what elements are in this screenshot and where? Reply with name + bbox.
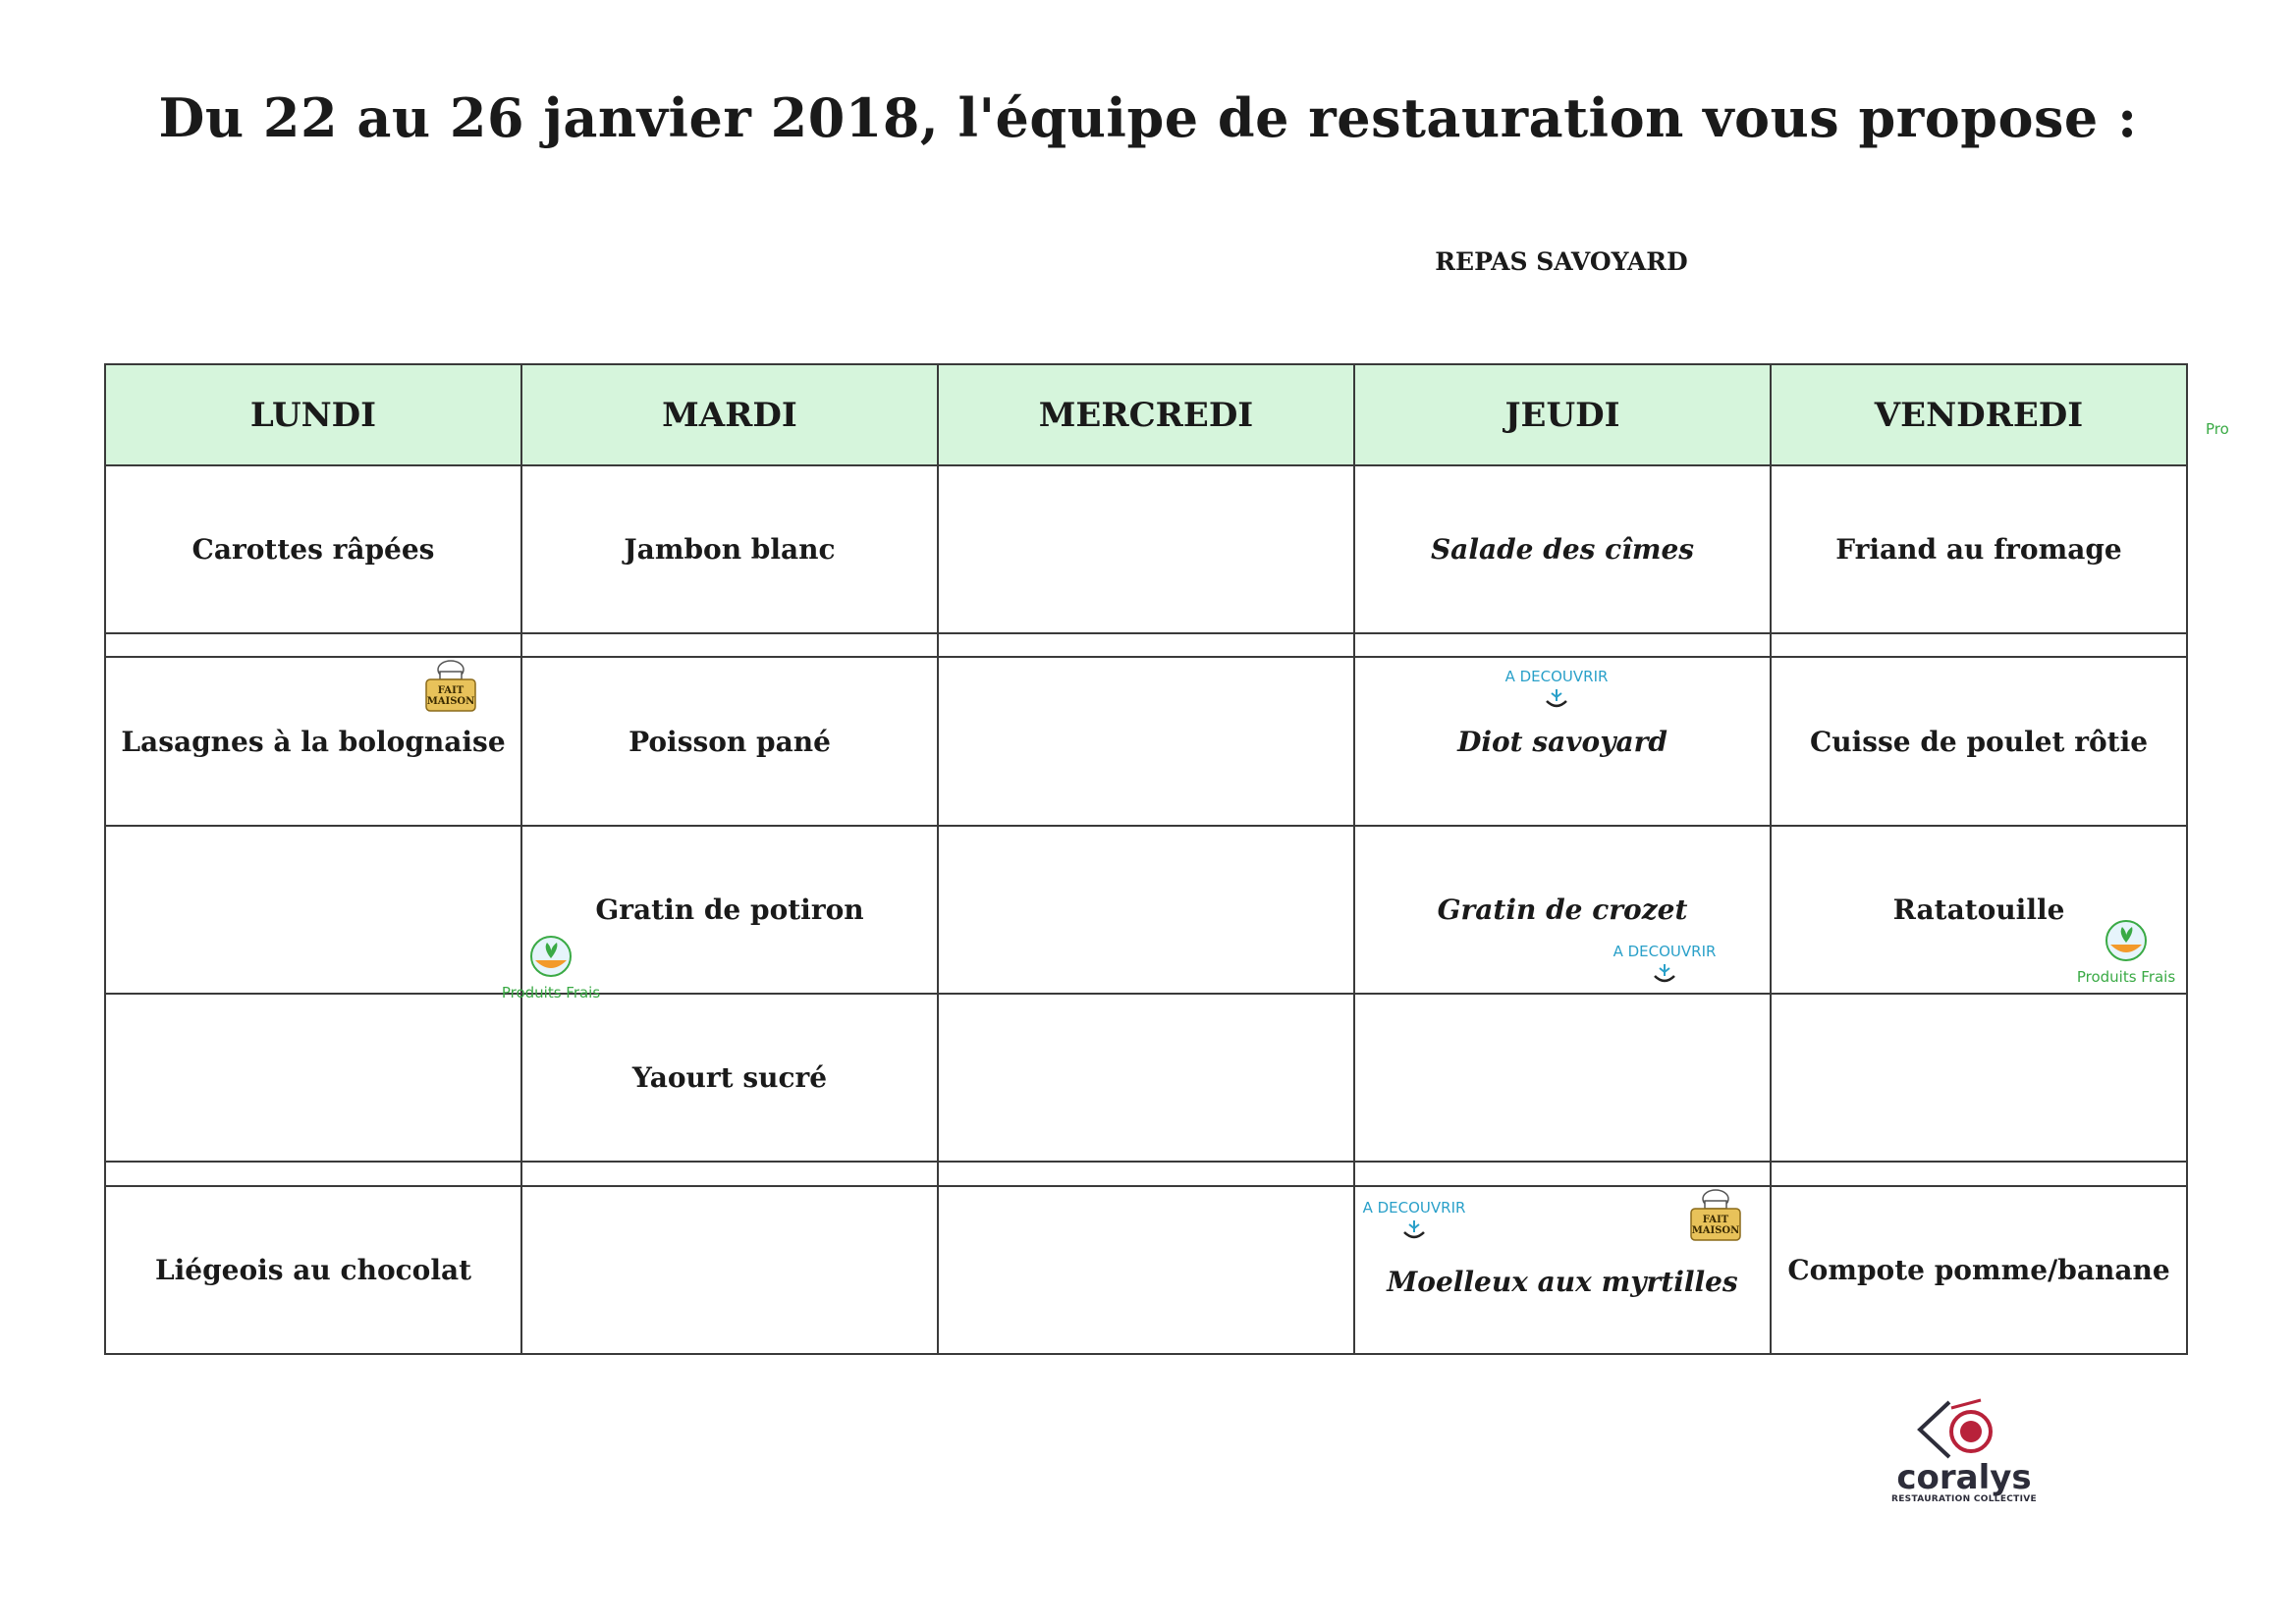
menu-cell <box>105 994 521 1162</box>
menu-row-separator <box>105 633 2187 657</box>
menu-cell <box>938 657 1354 825</box>
menu-cell-with-badge <box>105 657 521 825</box>
menu-cell: Yaourt sucré <box>521 994 938 1162</box>
logo-wordmark: coralys <box>1896 1458 2032 1497</box>
menu-cell <box>938 465 1354 633</box>
menu-cell: Salade des cîmes <box>1354 465 1771 633</box>
menu-row-separator <box>105 1162 2187 1185</box>
weekly-menu-table <box>104 363 2188 1355</box>
dish-label: Moelleux aux myrtilles <box>1387 1265 1738 1298</box>
badge-text: Produits Frais <box>501 983 601 1001</box>
menu-cell <box>1771 994 2187 1162</box>
menu-row-entree <box>105 465 2187 633</box>
logo-tagline: RESTAURATION COLLECTIVE <box>1891 1494 2037 1504</box>
menu-cell-with-badge <box>501 826 938 1001</box>
fait-maison-badge-icon <box>1687 1189 1744 1244</box>
fresh-produce-icon <box>529 935 573 978</box>
menu-cell <box>938 1186 1354 1354</box>
menu-cell: Poisson pané <box>521 657 938 825</box>
coralys-logo <box>1890 1394 2038 1522</box>
badge-text: FAIT <box>437 685 465 697</box>
dish-label: Gratin de potiron <box>595 893 864 926</box>
separator-cell <box>105 633 521 657</box>
menu-row-plat <box>105 657 2187 825</box>
badge-text: MAISON <box>426 696 475 708</box>
separator-cell <box>1354 1162 1771 1185</box>
menu-cell <box>1354 994 1771 1162</box>
separator-cell <box>1771 633 2187 657</box>
badge-text: A DECOUVRIR <box>1362 1198 1466 1217</box>
menu-row-laitage <box>105 994 2187 1162</box>
separator-cell <box>521 633 938 657</box>
side-note-fragment: Pro <box>2206 420 2229 438</box>
day-header-friday: VENDREDI <box>1771 364 2187 465</box>
dish-label: Diot savoyard <box>1457 725 1667 758</box>
menu-cell <box>105 826 521 994</box>
day-header-thursday: JEUDI <box>1354 364 1771 465</box>
separator-cell <box>938 1162 1354 1185</box>
menu-cell: Friand au fromage <box>1771 465 2187 633</box>
day-header-tuesday: MARDI <box>521 364 938 465</box>
separator-cell <box>521 1162 938 1185</box>
a-decouvrir-badge <box>1498 668 1615 713</box>
badge-text: MAISON <box>1691 1224 1740 1236</box>
dish-label: Lasagnes à la bolognaise <box>121 725 506 758</box>
event-subtitle: REPAS SAVOYARD <box>1435 247 1688 276</box>
separator-cell <box>105 1162 521 1185</box>
menu-cell: Jambon blanc <box>521 465 938 633</box>
discover-icon <box>1399 1217 1429 1242</box>
menu-cell: Liégeois au chocolat <box>105 1186 521 1354</box>
menu-cell-with-badge <box>1771 826 2187 994</box>
produits-frais-badge <box>2072 919 2180 986</box>
badge-text: A DECOUVRIR <box>1504 668 1609 686</box>
menu-cell: Compote pomme/banane <box>1771 1186 2187 1354</box>
discover-icon <box>1650 960 1679 986</box>
menu-cell <box>521 1186 938 1354</box>
day-header-wednesday: MERCREDI <box>938 364 1354 465</box>
dish-label: Ratatouille <box>1892 893 2065 926</box>
discover-icon <box>1542 685 1571 711</box>
badge-text: Produits Frais <box>2076 967 2176 986</box>
menu-row-dessert <box>105 1186 2187 1354</box>
separator-cell <box>1354 633 1771 657</box>
menu-cell: Cuisse de poulet rôtie <box>1771 657 2187 825</box>
badge-text: FAIT <box>1702 1214 1729 1225</box>
produits-frais-badge <box>497 935 605 1001</box>
menu-cell <box>938 826 1354 994</box>
dish-label: Gratin de crozet <box>1437 893 1688 926</box>
menu-cell-with-badge <box>1354 1186 1771 1354</box>
coralys-logo-icon <box>1890 1394 2038 1463</box>
menu-cell-with-badge <box>1354 826 1771 994</box>
separator-cell <box>938 633 1354 657</box>
page-title: Du 22 au 26 janvier 2018, l'équipe de restauration vous propose : <box>158 86 2138 149</box>
a-decouvrir-badge <box>1606 943 1723 988</box>
a-decouvrir-badge <box>1355 1199 1473 1244</box>
menu-cell: Carottes râpées <box>105 465 521 633</box>
menu-row-accompagnement <box>105 826 2187 994</box>
day-header-row <box>105 364 2187 465</box>
badge-text: A DECOUVRIR <box>1613 942 1717 960</box>
fait-maison-badge-icon <box>422 660 479 715</box>
fresh-produce-icon <box>2105 919 2148 962</box>
day-header-monday: LUNDI <box>105 364 521 465</box>
menu-cell <box>938 994 1354 1162</box>
menu-cell-with-badge <box>1354 657 1771 825</box>
separator-cell <box>1771 1162 2187 1185</box>
